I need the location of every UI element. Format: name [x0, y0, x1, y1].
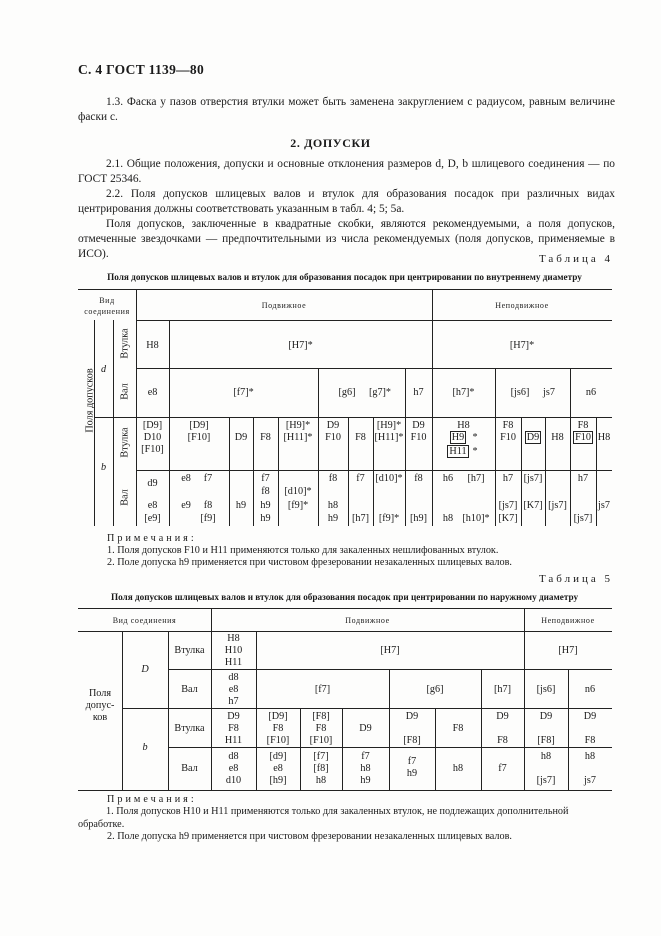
t4-r4-n7: [js7] — [498, 500, 518, 511]
t4-r4-b4: f8 — [203, 500, 213, 511]
t4-note-2: 2. Поле допуска h9 применяется при чистовом фрезеровании незакаленных шлицевых валов. — [107, 557, 512, 568]
t5-val-1: Вал — [181, 684, 198, 695]
t4-r2-c5: h7 — [413, 387, 424, 398]
t4-r4-f7: f7 — [261, 473, 270, 484]
t4-r4-f8: f8 — [261, 486, 270, 497]
t4-r4-g6: [d10]* — [375, 473, 403, 484]
t4-r3-star1: * — [472, 432, 478, 443]
t4-r4-g8: f8 — [414, 473, 423, 484]
t4-r4-g4: f7 — [356, 473, 365, 484]
t5-r2-e8: e8 — [228, 684, 239, 695]
t5-note-1: 1. Поля допусков H10 и H11 применяются только для закаленных втулок, не подлежащих дополнительной обработке. — [78, 806, 569, 830]
t5-r3-10: D9 — [359, 723, 372, 734]
paragraph-2-1: 2.1. Общие положения, допуски и основные отклонения размеров d, D, b шлицевого соединения — по ГОСТ 25346. — [78, 158, 615, 185]
t4-r4-n8: [K7] — [523, 500, 543, 511]
t5-r4-6: [h9] — [269, 775, 287, 786]
t5-r2-js6: [js6] — [536, 684, 556, 695]
t4-r3-c2b: [F10] — [187, 432, 211, 443]
t4-r4-b5: [f9] — [200, 513, 216, 524]
t4-r3-c9b: F10 — [410, 432, 427, 443]
t4-r3-c14a: F8 — [577, 420, 589, 431]
t4-r3-c13: H8 — [551, 432, 564, 443]
t5-r3-19: F8 — [584, 735, 596, 746]
t5-r3-8: F8 — [315, 723, 327, 734]
t5-r1-h7b: [H7] — [558, 645, 578, 656]
t5-header-nepodv: Неподвижное — [541, 616, 595, 625]
t4-header-podv: Подвижное — [261, 301, 307, 310]
t4-r1-c3: [H7]* — [509, 340, 535, 351]
t5-r4-3: d10 — [225, 775, 242, 786]
t4-r3-c9a: D9 — [412, 420, 425, 431]
t4-r2-c6: [h7]* — [452, 387, 475, 398]
t4-header-vid: Вид — [99, 296, 115, 305]
t4-r3-c10c: H11 — [449, 446, 467, 457]
t4-r3-c5a: [H9]* — [285, 420, 311, 431]
t4-r4-b1: e8 — [181, 473, 191, 484]
t5-r4-12: h9 — [360, 775, 371, 786]
t4-r4-f9: [f9]* — [287, 500, 309, 511]
t4-r4-n13: [js7] — [573, 513, 593, 524]
t4-row-group: Поля допусков — [84, 368, 96, 433]
t4-r3-c11a: F8 — [502, 420, 514, 431]
t4-val-2: Вал — [119, 489, 131, 506]
t4-r3-c3: D9 — [234, 432, 248, 443]
t5-r4-7: [f7] — [313, 751, 329, 762]
t5-r4-4: [d9] — [269, 751, 287, 762]
t4-r3-c14b: F10 — [575, 432, 591, 443]
t4-r4-n1: h6 — [442, 473, 454, 484]
t5-r4-19: h8 — [584, 751, 596, 762]
t4-r3-c1c: [F10] — [141, 444, 164, 455]
t4-r4-g1: f8 — [328, 473, 338, 484]
t4-r4-h9a: h9 — [235, 500, 247, 511]
t4-header-soed: соединения — [84, 307, 130, 316]
table4-label: Таблица 4 — [538, 253, 613, 265]
t5-val-2: Вал — [181, 763, 198, 774]
t4-r4-n2: [h7] — [467, 473, 485, 484]
t4-r1-c1: H8 — [146, 340, 159, 351]
t5-r4-17: h8 — [540, 751, 552, 762]
t5-header-podv: Подвижное — [345, 616, 390, 625]
t5-r3-6: [F10] — [266, 735, 290, 746]
t4-r4-g7: [f9]* — [378, 513, 400, 524]
t4-r3-c5b: [H11]* — [283, 432, 313, 443]
t4-r3-c2a: [D9] — [189, 420, 209, 431]
t4-r3-c1a: [D9] — [142, 420, 163, 431]
t4-d: d — [100, 364, 107, 375]
t4-r3-c12: D9 — [526, 432, 540, 443]
t5-r4-5: e8 — [273, 763, 283, 774]
t4-r3-c8b: [H11]* — [374, 432, 404, 443]
t4-r4-b3: e9 — [181, 500, 191, 511]
t5-r2-f7: [f7] — [314, 684, 331, 695]
table5-label: Таблица 5 — [538, 573, 613, 585]
t4-r4-n3: h8 — [442, 513, 454, 524]
t4-r4-a2: e8 — [147, 500, 158, 511]
t4-r3-c6b: F10 — [325, 432, 341, 443]
t5-r4-15: h8 — [452, 763, 464, 774]
t5-notes-title: Примечания: — [107, 794, 197, 805]
t4-r4-g3: h9 — [327, 513, 339, 524]
t4-r3-c8a: [H9]* — [376, 420, 402, 431]
t5-row-group-1: Поля — [88, 688, 112, 699]
page-header: С. 4 ГОСТ 1139—80 — [78, 62, 205, 77]
t4-r3-c10a: H8 — [457, 420, 470, 431]
t4-r2-c2: [f7]* — [233, 387, 254, 398]
t5-r3-1: D9 — [227, 711, 240, 722]
t4-note-1: 1. Поля допусков F10 и H11 применяются только для закаленных нешлифованных втулок. — [107, 545, 499, 556]
t4-r4-n6: [js7] — [523, 473, 543, 484]
t5-r4-14: h9 — [406, 768, 418, 779]
t4-r4-b2: f7 — [203, 473, 213, 484]
t5-r4-8: [f8] — [313, 763, 329, 774]
t5-r1-h10: H10 — [224, 645, 243, 656]
t5-row-group-2: допус- — [85, 700, 115, 711]
t5-r2-d8: d8 — [228, 672, 239, 683]
t5-r3-11: D9 — [405, 711, 419, 722]
t5-r2-g6: [g6] — [426, 684, 444, 695]
t4-r4-d10: [d10]* — [284, 486, 312, 497]
t5-r3-12: [F8] — [403, 735, 421, 746]
t4-r4-n11: h7 — [577, 473, 589, 484]
t4-r4-g9: [h9] — [410, 513, 427, 524]
t5-row-group-3: ков — [92, 712, 108, 723]
t4-r4-g5: [h7] — [352, 513, 369, 524]
t4-b: b — [100, 462, 107, 473]
t4-vtulka-2: Втулка — [119, 427, 131, 458]
t5-r3-13: F8 — [452, 723, 464, 734]
t4-r3-c1b: D10 — [143, 432, 162, 443]
t5-r1-h8: H8 — [227, 633, 240, 644]
t4-r3-c6a: D9 — [326, 420, 340, 431]
t4-r2-c9: n6 — [585, 387, 597, 398]
t4-r4-h9c: h9 — [260, 513, 271, 524]
paragraph-2-2: 2.2. Поля допусков шлицевых валов и втулок для образования посадок при различных видах центрирования должны соответствовать указанным в табл. 4; 5; 5а. — [78, 188, 615, 215]
t4-r4-h9b: h9 — [260, 500, 271, 511]
t4-r2-c8: js7 — [543, 387, 555, 398]
table5-caption: Поля допусков шлицевых валов и втулок для образования посадок при центрировании по наружному диаметру — [110, 592, 579, 602]
t4-r3-c4: F8 — [260, 432, 271, 443]
t4-r4-n10: [js7] — [548, 500, 567, 511]
t4-r4-a1: d9 — [147, 478, 158, 489]
t5-r3-7: [F8] — [312, 711, 330, 722]
t4-notes-title: Примечания: — [107, 533, 197, 544]
t4-r4-g2: h8 — [327, 500, 339, 511]
t4-r3-star2: * — [472, 446, 478, 457]
t5-r1-h11: H11 — [224, 657, 243, 668]
t5-r4-11: h8 — [360, 763, 371, 774]
paragraph-2-3: Поля допусков, заключенные в квадратные скобки, являются рекомендуемыми, а поля допусков, отмеченные звездочками — предпочтительными из числа рекомендуемых (поля допусков, применяемые в ИСО). — [78, 218, 615, 260]
t4-r1-c2: [H7]* — [288, 340, 313, 351]
t4-r2-c1: e8 — [147, 387, 158, 398]
t5-r3-17: [F8] — [537, 735, 555, 746]
t4-r2-c4: [g7]* — [368, 387, 392, 398]
section-title: 2. ДОПУСКИ — [290, 136, 371, 150]
t5-r4-10: f7 — [361, 751, 370, 762]
t5-b: b — [142, 742, 148, 753]
t4-r2-c7: [js6] — [510, 387, 530, 398]
t5-r3-4: [D9] — [268, 711, 288, 722]
t5-r4-20: js7 — [584, 775, 596, 786]
t4-val-1: Вал — [119, 383, 131, 400]
t5-r4-13: f7 — [407, 756, 417, 767]
t4-header-nepodv: Неподвижное — [495, 301, 549, 310]
t5-r4-1: d8 — [228, 751, 239, 762]
t5-r3-3: H11 — [224, 735, 243, 746]
t5-r4-18: [js7] — [536, 775, 556, 786]
t5-r3-18: D9 — [583, 711, 597, 722]
t5-r3-5: F8 — [272, 723, 284, 734]
t4-r2-c3: [g6] — [338, 387, 356, 398]
t4-r3-c11b: F10 — [500, 432, 516, 443]
t4-r4-n4: [h10]* — [462, 513, 490, 524]
t4-r4-a3: [e9] — [144, 513, 161, 524]
paragraph-1-3: 1.3. Фаска у пазов отверстия втулки может быть заменена закруглением с радиусом, равным величине фаски c. — [78, 96, 615, 123]
t5-note-2: 2. Поле допуска h9 применяется при чистовом фрезеровании незакаленных шлицевых валов. — [107, 831, 512, 842]
t4-r4-n5: h7 — [502, 473, 514, 484]
t5-r3-14: D9 — [496, 711, 509, 722]
t5-r2-h7b: [h7] — [494, 684, 511, 695]
t5-D: D — [141, 664, 149, 675]
t5-r4-16: f7 — [498, 763, 507, 774]
t4-vtulka-1: Втулка — [119, 328, 131, 359]
t5-vtulka-1: Втулка — [174, 645, 205, 656]
t5-vtulka-2: Втулка — [174, 723, 205, 734]
t5-r3-15: F8 — [497, 735, 508, 746]
t5-r1-h7a: [H7] — [380, 645, 400, 656]
t5-r3-16: D9 — [539, 711, 553, 722]
t4-r3-c10b: H9 — [451, 432, 465, 443]
t5-header-vid: Вид соединения — [112, 616, 177, 625]
t4-r3-c15: H8 — [597, 432, 611, 443]
table4-caption: Поля допусков шлицевых валов и втулок для образования посадок при центрировании по внутреннему диаметру — [107, 272, 582, 282]
t5-r3-2: F8 — [228, 723, 239, 734]
t5-r3-9: [F10] — [309, 735, 333, 746]
t5-r2-h7: h7 — [228, 696, 239, 707]
t5-r4-2: e8 — [228, 763, 239, 774]
t4-r4-n12: js7 — [598, 500, 610, 511]
t4-r4-n9: [K7] — [498, 513, 518, 524]
t5-r4-9: h8 — [315, 775, 327, 786]
t4-r3-c7: F8 — [355, 432, 366, 443]
t5-r2-n6: n6 — [584, 684, 596, 695]
